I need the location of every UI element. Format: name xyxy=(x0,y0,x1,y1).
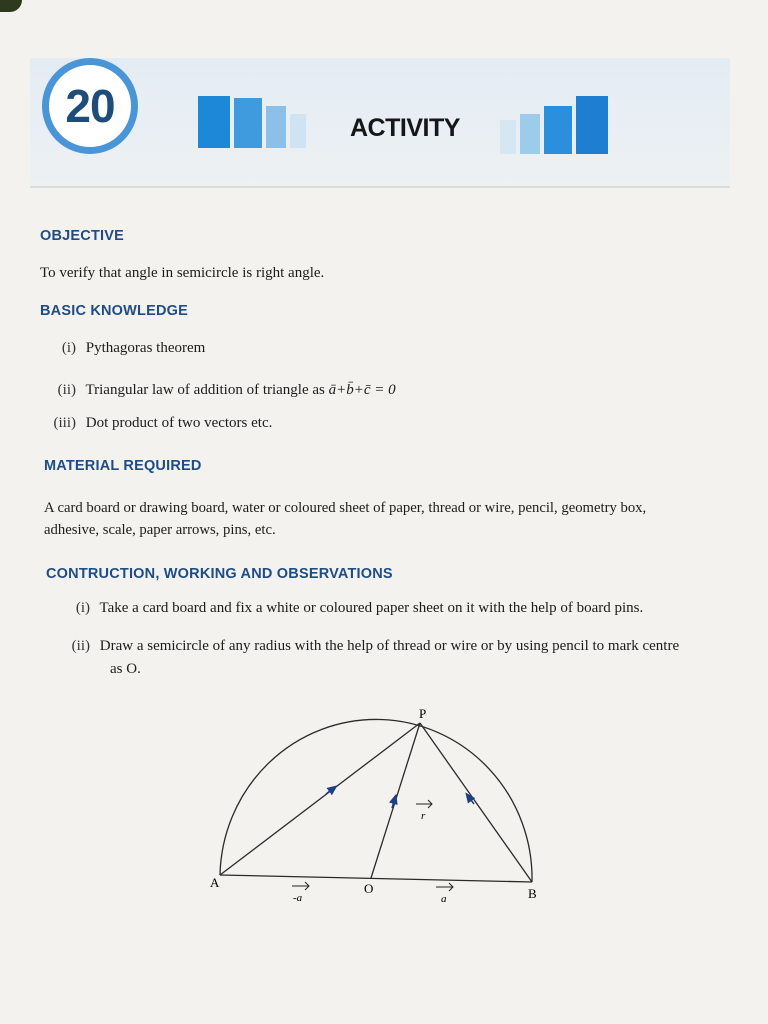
list-text: Pythagoras theorem xyxy=(85,340,206,356)
chord-bp xyxy=(420,723,532,882)
list-number: (ii) xyxy=(57,382,76,398)
objective-text: To verify that angle in semicircle is right angle. xyxy=(40,265,325,281)
list-number: (iii) xyxy=(53,415,76,431)
material-line-2: adhesive, scale, paper arrows, pins, etc. xyxy=(44,522,276,538)
list-number: (i) xyxy=(61,340,76,356)
construction-heading: CONTRUCTION, WORKING AND OBSERVATIONS xyxy=(46,566,393,582)
vector-r-label xyxy=(416,800,432,822)
activity-title: ACTIVITY xyxy=(350,114,460,142)
vector-neg-a-label xyxy=(292,882,309,904)
diameter-ab xyxy=(220,875,532,882)
arrow-bp xyxy=(468,796,474,804)
list-number: (i) xyxy=(75,600,90,616)
objective-heading: OBJECTIVE xyxy=(40,228,124,244)
basic-knowledge-heading: BASIC KNOWLEDGE xyxy=(40,303,188,319)
svg-text:-a: -a xyxy=(293,892,303,904)
vector-formula: ā+b̄+c̄ = 0 xyxy=(328,382,396,398)
arrow-ap xyxy=(326,788,334,794)
label-p: P xyxy=(419,706,427,721)
chord-ap xyxy=(220,723,420,875)
list-text: Take a card board and fix a white or coloured paper sheet on it with the help of board pins. xyxy=(99,600,644,616)
list-text: Triangular law of addition of triangle as xyxy=(85,382,325,398)
label-o: O xyxy=(364,881,374,896)
vector-a-label xyxy=(436,883,453,905)
material-heading: MATERIAL REQUIRED xyxy=(44,458,202,474)
list-text-continuation: as O. xyxy=(110,661,141,677)
list-text: Dot product of two vectors etc. xyxy=(85,415,273,431)
semicircle-arc xyxy=(220,719,532,882)
svg-text:a: a xyxy=(441,893,447,905)
label-b: B xyxy=(528,886,537,901)
svg-text:r: r xyxy=(421,810,426,822)
label-a: A xyxy=(210,875,220,890)
activity-number: 20 xyxy=(65,80,115,132)
list-number: (ii) xyxy=(71,638,90,654)
list-text: Draw a semicircle of any radius with the help of thread or wire or by using pencil to mark centre xyxy=(99,638,680,654)
radius-op xyxy=(371,723,420,878)
material-line-1: A card board or drawing board, water or coloured sheet of paper, thread or wire, pencil, geometry box, xyxy=(44,500,647,516)
